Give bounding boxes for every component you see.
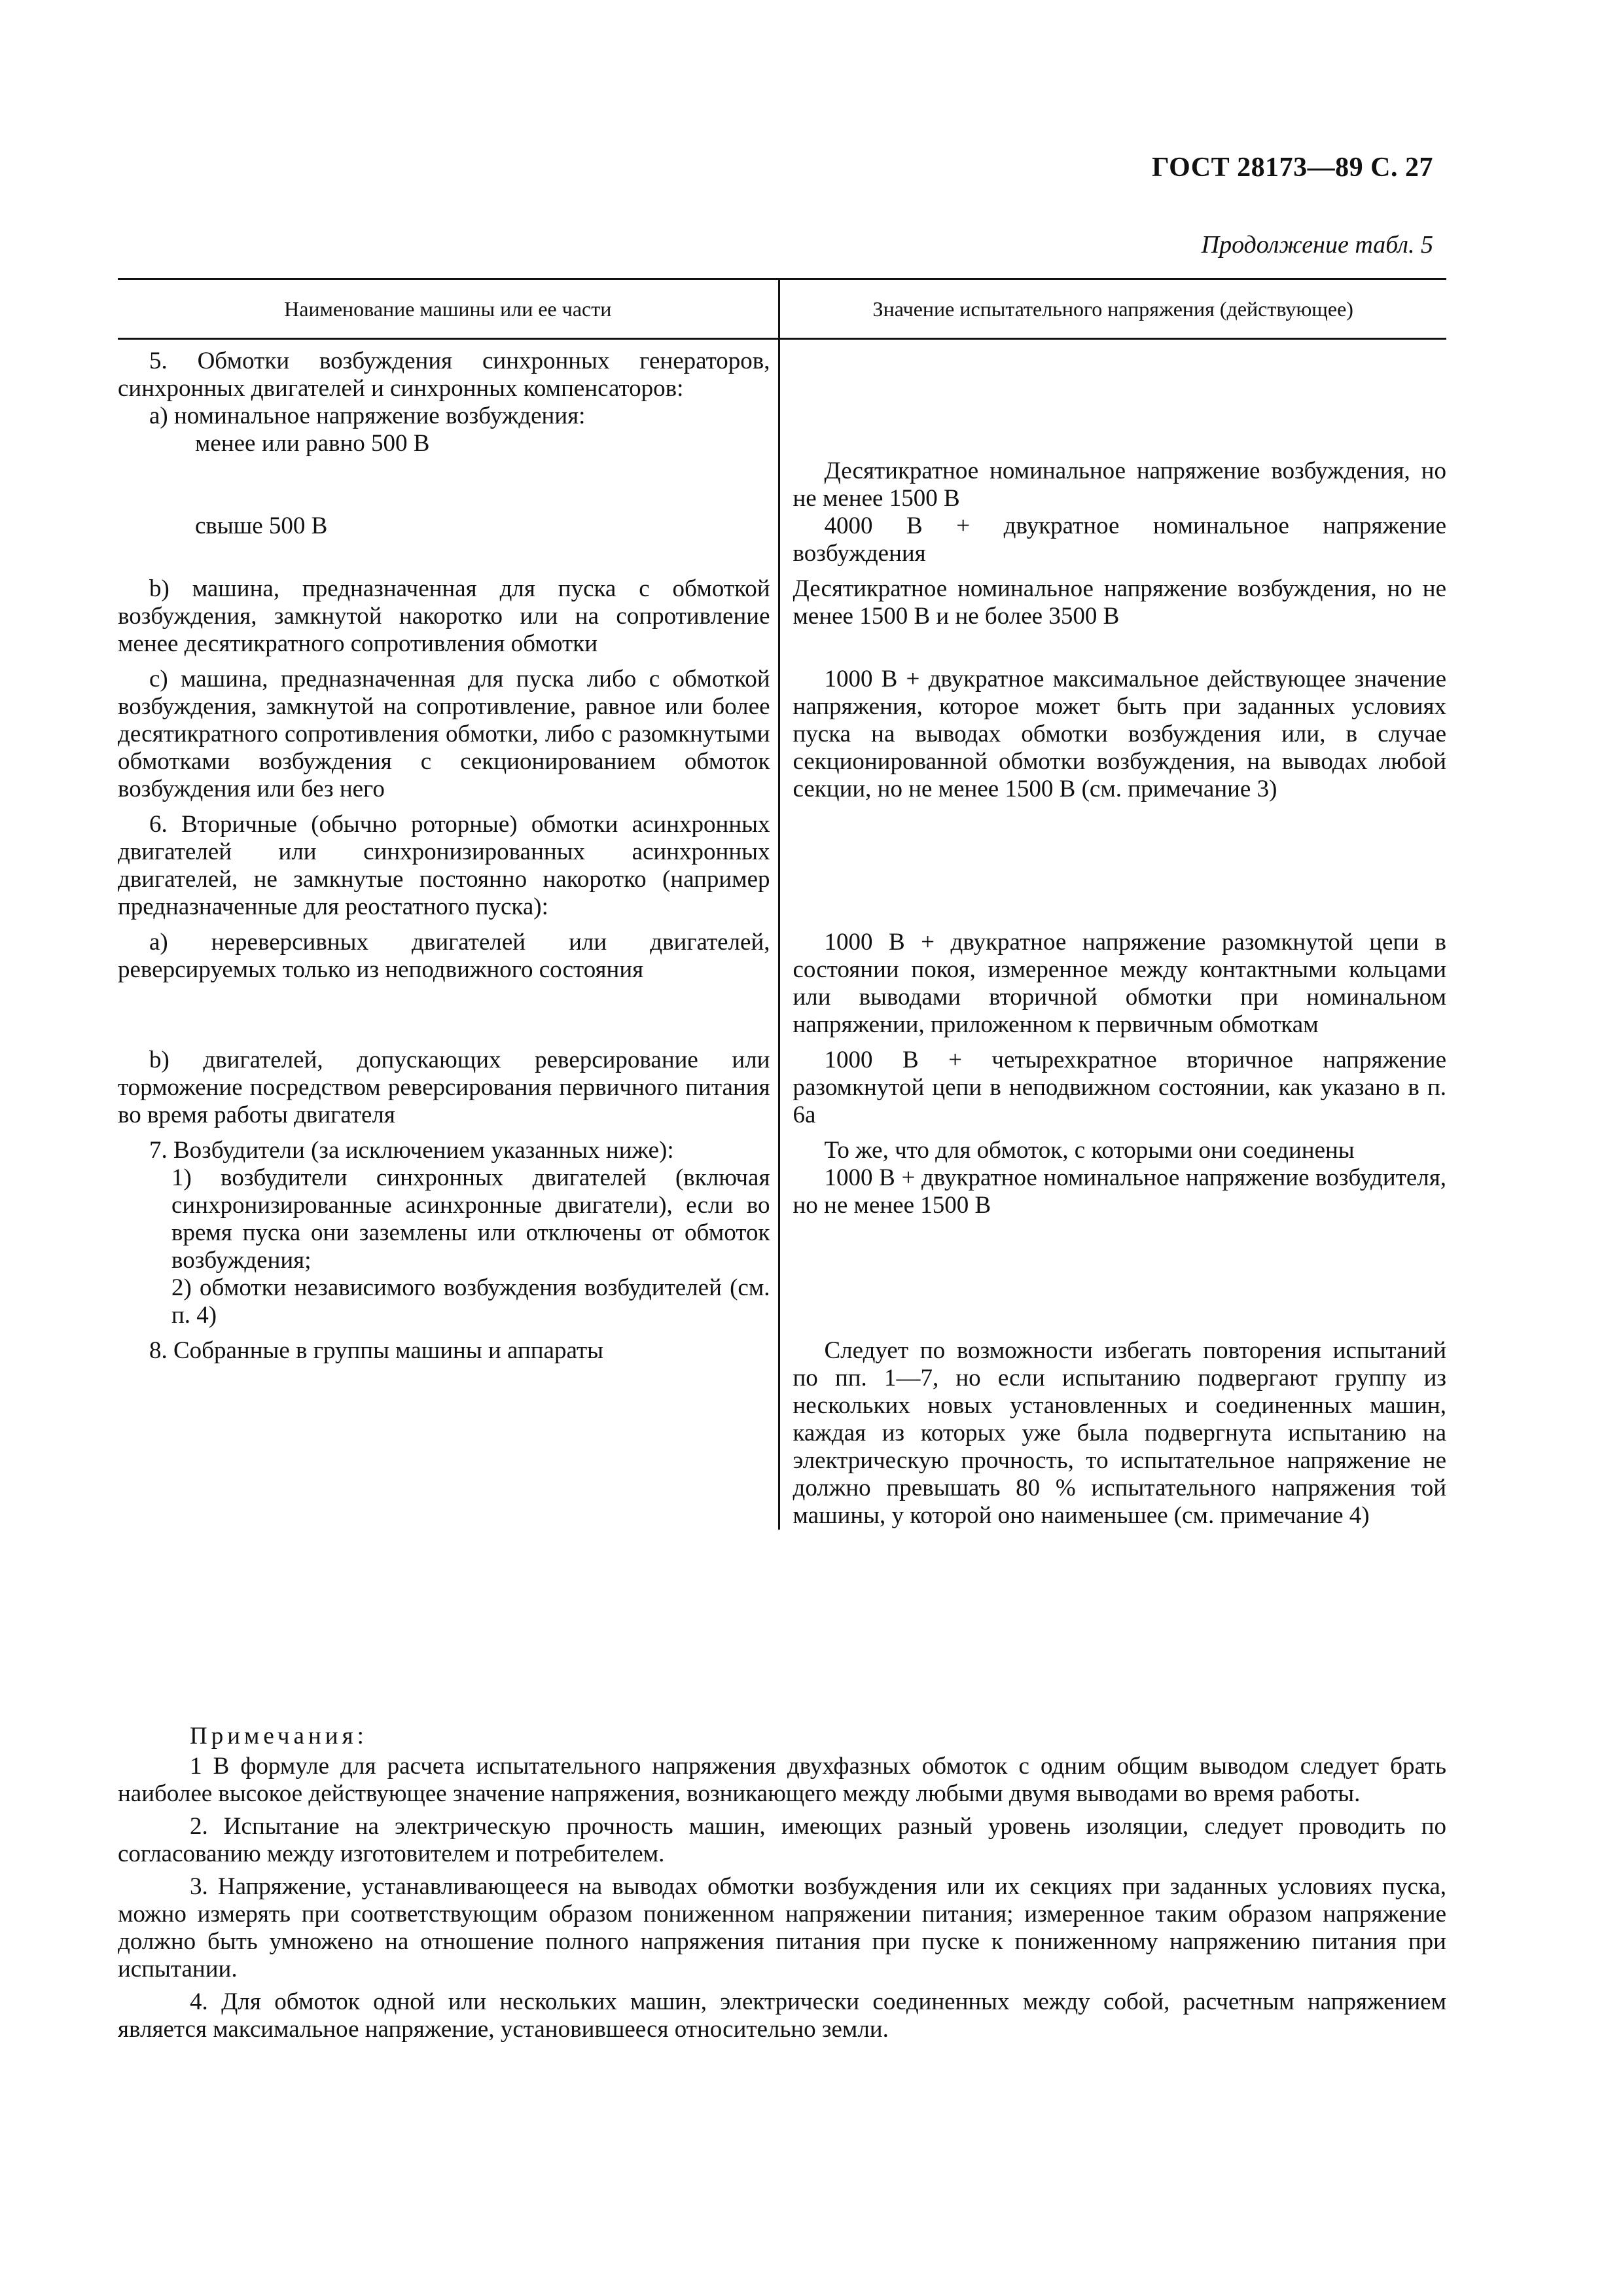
table-row [118,1129,1446,1164]
row6-intro-right [779,803,1446,921]
row5-c-right [779,658,1446,803]
row5-a1-right [779,430,1446,512]
table-row [118,1039,1446,1129]
column-header-voltage: Значение испытательного напряжения (действующее) [779,279,1446,339]
row5-a2-value: 4000 В + двукратное номинальное напряжение возбуждения [793,512,1446,567]
row7-intro-value: То же, что для обмоток, с которыми они соединены [824,1137,1355,1164]
page-header-title: ГОСТ 28173—89 С. 27 [1151,152,1433,183]
row7-s1-condition: 1) возбудители синхронных двигателей (включая синхронизированные асинхронные двигатели), если во время пуска они заземлены или отключены от обмоток возбуждения; [171,1164,770,1274]
row6-b-right [779,1039,1446,1129]
row5-intro: 5. Обмотки возбуждения синхронных генераторов, синхронных двигателей и синхронных компенсаторов: [118,348,770,402]
row6-b-condition: b) двигателей, допускающих реверсирование или торможение посредством реверсирования первичного питания во время работы двигателя [118,1047,770,1128]
row5-a2-condition: свыше 500 В [195,512,328,539]
row6-a-value: 1000 В + двукратное напряжение разомкнутой цепи в состоянии покоя, измеренное между контактными кольцами или выводами вторичной обмотки при номинальном напряжении, приложенном к первичным обмоткам [793,929,1446,1038]
row5-right [779,339,1446,431]
table-row [118,1164,1446,1329]
row6-b-left [118,1039,779,1129]
row7-intro-left [118,1129,779,1164]
table-row [118,430,1446,512]
table-row [118,339,1446,431]
row5-a-label: а) номинальное напряжение возбуждения: [149,403,586,429]
table-row [118,803,1446,921]
row5-c-condition: с) машина, предназначенная для пуска либо с обмоткой возбуждения, замкнутой на сопротивление, равное или более десятикратного сопротивления обмотки, либо с разомкнутыми обмотками возбуждения с секционированием обмоток возбуждения или без него [118,666,770,802]
note-1: 1 В формуле для расчета испытательного напряжения двухфазных обмоток с одним общим выводом следует брать наиболее высокое действующее значение напряжения, возникающего между любыми двумя выводами во время работы. [118,1753,1446,1807]
table-row [118,658,1446,803]
row6-a-condition: а) нереверсивных двигателей или двигателей, реверсируемых только из неподвижного состояния [118,929,770,983]
notes-section [118,1723,1446,2049]
test-voltage-table [118,278,1446,1530]
row6-intro: 6. Вторичные (обычно роторные) обмотки асинхронных двигателей или синхронизированных асинхронных двигателей, не замкнутые постоянно накоротко (например предназначенные для реостатного пуска): [118,811,770,920]
table-header-row [118,279,1446,339]
row6-intro-left [118,803,779,921]
row6-a-right [779,921,1446,1039]
table-row [118,567,1446,658]
row5-left [118,339,779,431]
row8-left [118,1329,779,1530]
row5-b-right [779,567,1446,658]
note-3: 3. Напряжение, устанавливающееся на выводах обмотки возбуждения или их секциях при заданных условиях пуска, можно измерять при соответствующим образом пониженном напряжении питания; измеренное таким образом напряжение должно быть умножено на отношение полного напряжения питания при пуске к пониженному напряжению питания при испытании. [118,1873,1446,1982]
row5-c-left [118,658,779,803]
row7-s1-left [118,1164,779,1329]
row8-name: 8. Собранные в группы машины и аппараты [149,1337,603,1364]
row8-right [779,1329,1446,1530]
row6-a-left [118,921,779,1039]
row7-intro-right [779,1129,1446,1164]
note-2: 2. Испытание на электрическую прочность машин, имеющих разный уровень изоляции, следует проводить по согласованию между изготовителем и потребителем. [118,1813,1446,1867]
table-continuation-label: Продолжение табл. 5 [1201,231,1433,259]
table-row [118,1329,1446,1530]
row5-a1-left [118,430,779,512]
row7-s1-value: 1000 В + двукратное номинальное напряжение возбудителя, но не менее 1500 В [793,1164,1446,1219]
notes-title: Примечания: [190,1723,368,1749]
row7-s2-condition: 2) обмотки независимого возбуждения возбудителей (см. п. 4) [171,1274,770,1329]
row5-b-left [118,567,779,658]
column-header-machine: Наименование машины или ее части [118,279,779,339]
table [118,278,1446,1530]
row5-b-condition: b) машина, предназначенная для пуска с обмоткой возбуждения, замкнутой накоротко или на сопротивление менее десятикратного сопротивления обмотки [118,575,770,657]
row7-intro: 7. Возбудители (за исключением указанных ниже): [149,1137,674,1164]
row5-a1-condition: менее или равно 500 В [195,430,430,457]
table-row [118,921,1446,1039]
row5-b-value: Десятикратное номинальное напряжение возбуждения, но не менее 1500 В и не более 3500 В [793,575,1446,630]
note-4: 4. Для обмоток одной или нескольких машин, электрически соединенных между собой, расчетным напряжением является максимальное напряжение, установившееся относительно земли. [118,1988,1446,2043]
row5-a1-value: Десятикратное номинальное напряжение возбуждения, но не менее 1500 В [793,457,1446,512]
table-row [118,512,1446,567]
row7-s1-right [779,1164,1446,1329]
row5-a2-right [779,512,1446,567]
row8-value: Следует по возможности избегать повторения испытаний по пп. 1—7, но если испытанию подвергают группу из нескольких новых установленных и соединенных машин, каждая из которых уже была подвергнута испытанию на электрическую прочность, то испытательное напряжение не должно превышать 80 % испытательного напряжения той машины, у которой оно наименьшее (см. примечание 4) [793,1337,1446,1529]
row5-c-value: 1000 В + двукратное максимальное действующее значение напряжения, которое может быть при заданных условиях пуска на выводах обмотки возбуждения или, в случае секционированной обмотки возбуждения, на выводах любой секции, но не менее 1500 В (см. примечание 3) [793,666,1446,802]
row5-a2-left [118,512,779,567]
row6-b-value: 1000 В + четырехкратное вторичное напряжение разомкнутой цепи в неподвижном состоянии, как указано в п. 6а [793,1047,1446,1128]
